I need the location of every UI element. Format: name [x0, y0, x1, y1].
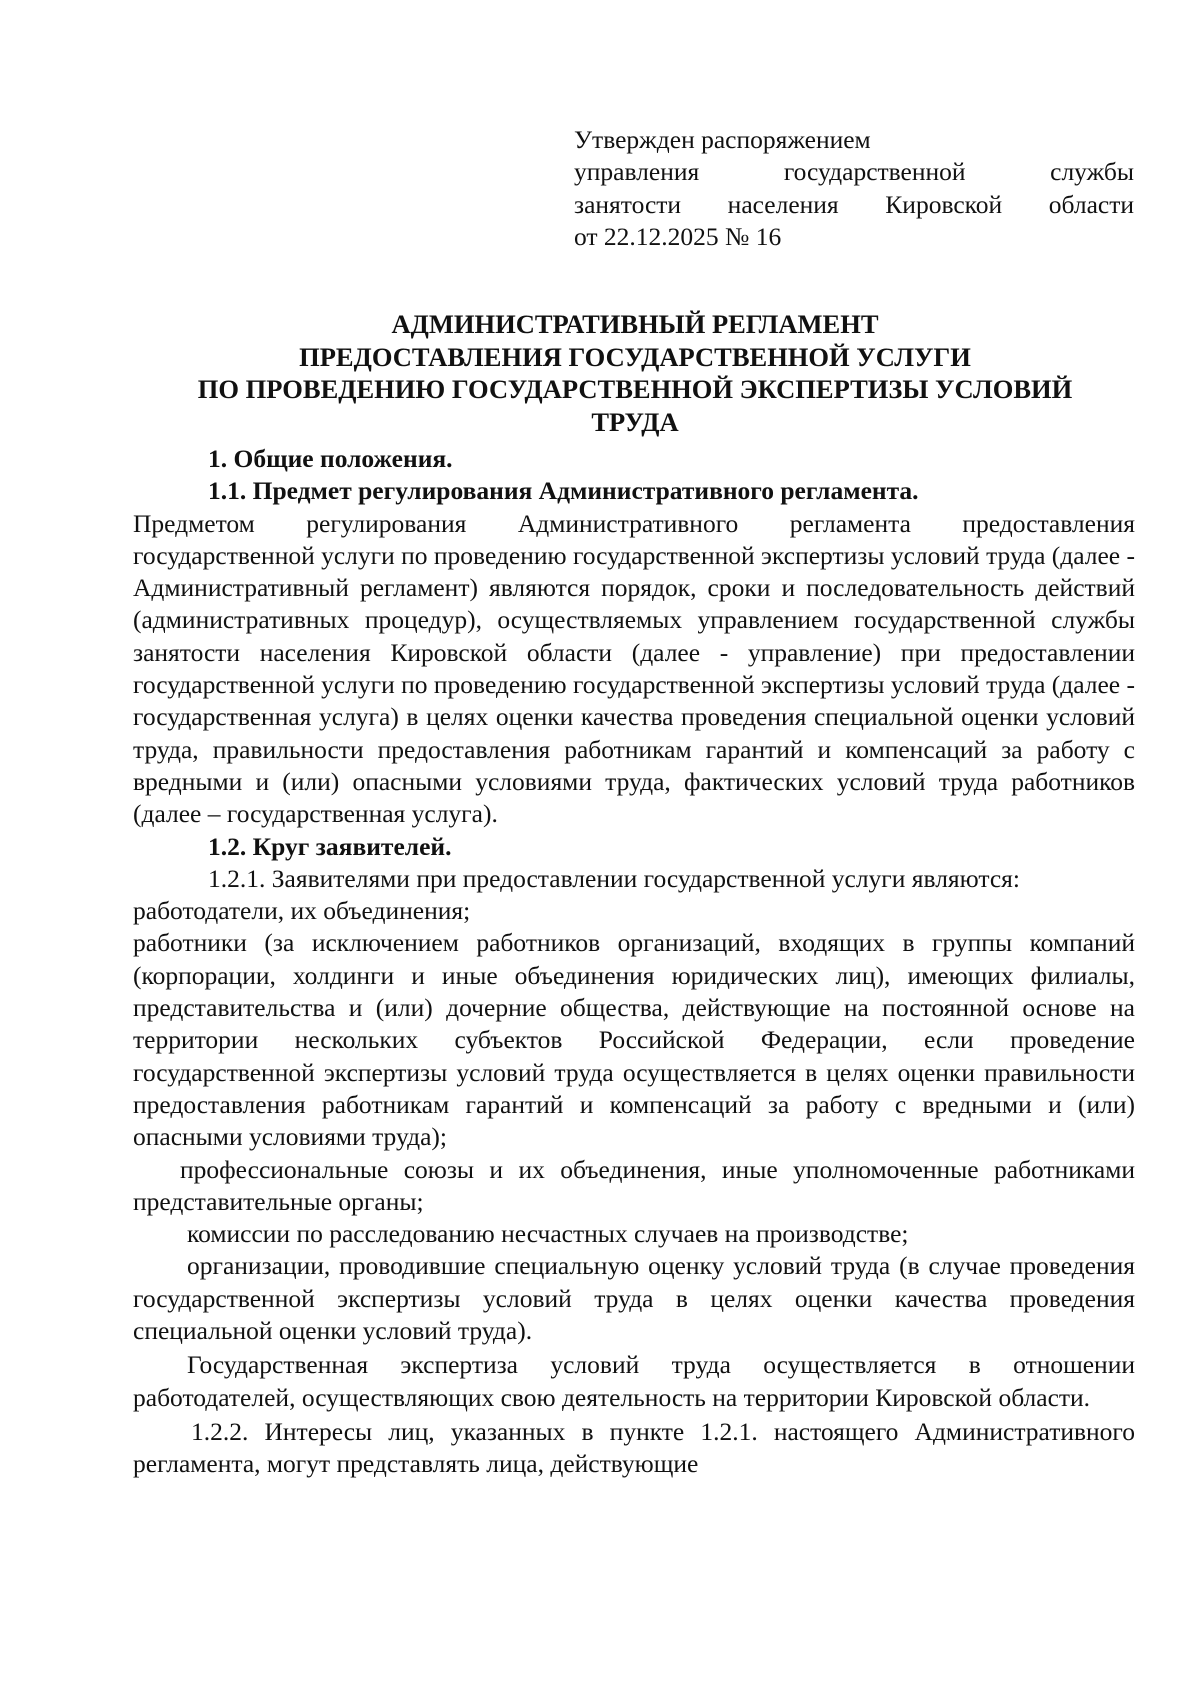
document-body	[133, 443, 1135, 1481]
applicant-organizations: организации, проводившие специальную оценку условий труда (в случае проведения государственной экспертизы условий труда в целях оценки качества проведения специальной оценки условий труда).	[133, 1251, 1135, 1346]
title-line-4: ТРУДА	[591, 406, 679, 437]
paragraph-1-2-1: 1.2.1. Заявителями при предоставлении государственной услуги являются:	[208, 863, 1020, 893]
section-heading-1: 1. Общие положения.	[208, 444, 453, 473]
title-line-3: ПО ПРОВЕДЕНИЮ ГОСУДАРСТВЕННОЙ ЭКСПЕРТИЗЫ УСЛОВИЙ	[197, 374, 1073, 405]
approval-line-1: Утвержден распоряжением	[574, 125, 871, 154]
section-heading-1-1: 1.1. Предмет регулирования Административного регламента.	[208, 476, 919, 506]
section-heading-1-2: 1.2. Круг заявителей.	[208, 831, 452, 861]
approval-line-4: от 22.12.2025 № 16	[574, 221, 782, 251]
title-line-2: ПРЕДОСТАВЛЕНИЯ ГОСУДАРСТВЕННОЙ УСЛУГИ	[299, 341, 971, 372]
applicant-employers: работодатели, их объединения;	[133, 896, 471, 926]
applicant-unions: профессиональные союзы и их объединения, иные уполномоченные работниками представительные органы;	[133, 1154, 1135, 1216]
paragraph-territory: Государственная экспертиза условий труда осуществляется в отношении работодателей, осуществляющих свою деятельность на территории Кировской области.	[133, 1350, 1135, 1412]
approval-stamp-block	[574, 124, 1134, 253]
approval-line-3: занятости населения Кировской области	[574, 189, 1134, 219]
applicant-commissions: комиссии по расследованию несчастных случаев на производстве;	[187, 1219, 909, 1249]
document-title	[130, 308, 1140, 438]
paragraph-subject: Предметом регулирования Административного регламента предоставления государственной услуги по проведению государственной экспертизы условий труда (далее - Административный регламент) являются порядок, сроки и последовательность действий (административных процедур), осуществляемых управлением государственной службы занятости населения Кировской области (далее - управление) при предоставлении государственной услуги по проведению государственной экспертизы условий труда (далее - государственная услуга) в целях оценки качества проведения специальной оценки условий труда, правильности предоставления работникам гарантий и компенсаций за работу с вредными и (или) опасными условиями труда, фактических условий труда работников (далее – государственная услуга).	[133, 508, 1135, 829]
paragraph-1-2-2: 1.2.2. Интересы лиц, указанных в пункте 1.2.1. настоящего Административного регламента, могут представлять лица, действующие	[133, 1416, 1135, 1479]
title-line-1: АДМИНИСТРАТИВНЫЙ РЕГЛАМЕНТ	[391, 309, 879, 339]
approval-line-2: управления государственной службы	[574, 157, 1134, 187]
applicant-workers: работники (за исключением работников организаций, входящих в группы компаний (корпорации, холдинги и иные объединения юридических лиц), имеющих филиалы, представительства и (или) дочерние общества, действующие на постоянной основе на территории нескольких субъектов Российской Федерации, если проведение государственной экспертизы условий труда осуществляется в целях оценки правильности предоставления работникам гарантий и компенсаций за работу с вредными и (или) опасными условиями труда);	[133, 928, 1135, 1152]
